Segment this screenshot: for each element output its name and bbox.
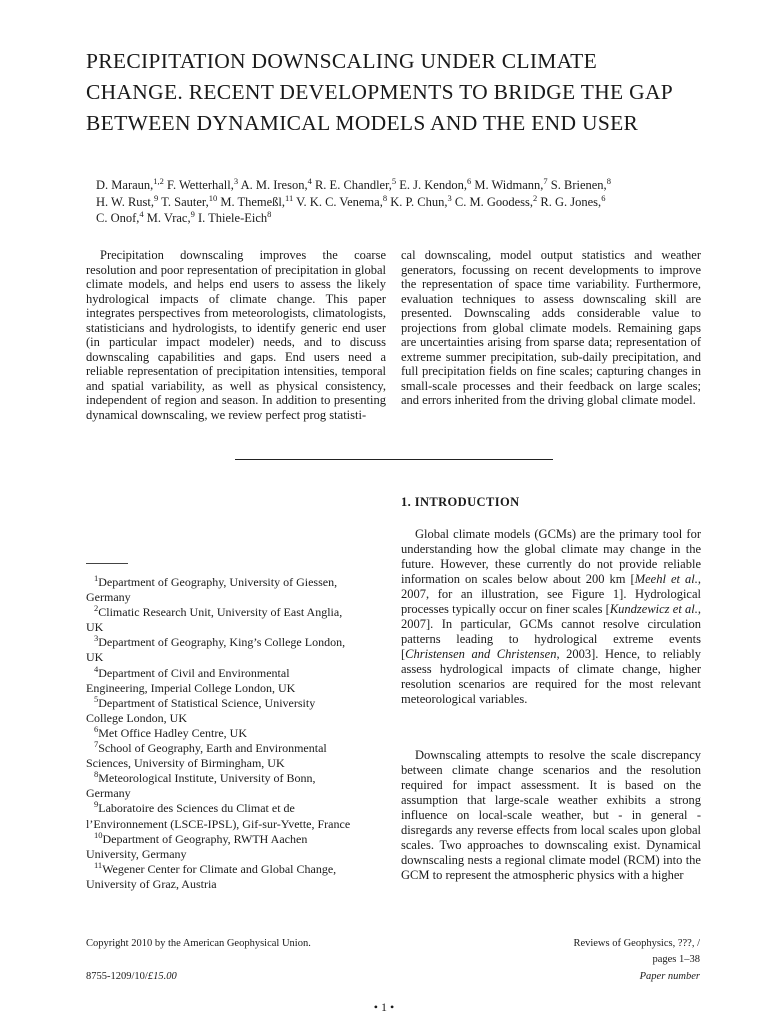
footnote: $^5$Department of Statistical Science, University College London, UK [86,693,316,725]
footnote: $^7$School of Geography, Earth and Environmental Sciences, University of Birmingham, UK [86,739,327,771]
intro-paragraph-1: Global climate models (GCMs) are the primary tool for understanding how the global climate may change in the future. However, these currently do not provide reliable information on scales below about 200 km [Meehl et al., 2007, for an illustration, see Figure 1]. Hydrological processes typically occur on finer scales [Kundzewicz et al., 2007]. In particular, GCMs cannot resolve circulation patterns leading to hydrological extreme events [Christensen and Christensen, 2003]. Hence, to reliably assess hydrological impacts of climate change, higher resolution scenarios are required for the most relevant meteorological variables. [401,527,702,706]
footnote: $^4$Department of Civil and Environmental Engineering, Imperial College London, UK [86,663,296,695]
page-number: • 1 • [373,1000,395,1014]
citation: Christensen and Christensen [405,647,557,661]
abstract-right-column: cal downscaling, model output statistics and weather generators, focussing on recent developments to improve the representation of space time variability. Furthermore, evaluation techniques to assess downscaling skill are presented. Downscaling adds considerable value to projections from global climate models. Remaining gaps are uncertainties arising from sparse data; representation of extreme summer precipitation, sub-daily precipitation, and full precipitation fields on fine scales; capturing changes in small-scale processes and their feedback on large scales; and errors inherited from the driving global climate model. [401,248,701,407]
author: M. Widmann,$^7$ [474,175,548,192]
author: R. E. Chandler,$^5$ [314,175,397,192]
footnote: $^2$Climatic Research Unit, University of East Anglia, UK [86,603,343,635]
abstract-divider [235,459,553,460]
author: H. W. Rust,$^9$ [96,192,159,209]
copyright-notice: Copyright 2010 by the American Geophysical Union. [86,938,311,949]
author: V. K. C. Venema,$^8$ [296,192,388,209]
author: M. Themeßl,$^{11}$ [220,192,294,209]
author: M. Vrac,$^9$ [146,208,195,225]
footnote: $^9$Laboratoire des Sciences du Climat et de l’Environnement (LSCE-IPSL), Gif-sur-Yvette, France [86,799,351,831]
affiliation-footnotes [86,575,354,892]
author: R. G. Jones,$^6$ [540,192,606,209]
issn-code: 8755-1209/10/£15.00 [86,971,177,982]
footnote: $^8$Meteorological Institute, University of Bonn, Germany [86,769,316,801]
author-list [96,177,696,227]
paper-number: Paper number [639,971,700,982]
author: E. J. Kendon,$^6$ [399,175,472,192]
citation: Kundzewicz et al. [609,602,698,616]
author: A. M. Ireson,$^4$ [240,175,312,192]
footnote: $^3$Department of Geography, King’s College London, UK [86,633,346,665]
journal-name: Reviews of Geophysics, ???, / [573,938,700,949]
footnote: $^6$Met Office Hadley Centre, UK [94,723,247,740]
paper-title: PRECIPITATION DOWNSCALING UNDER CLIMATE CHANGE. RECENT DEVELOPMENTS TO BRIDGE THE GAP BETWEEN DYNAMICAL MODELS AND THE END USER [86,49,673,135]
author: I. Thiele-Eich$^8$ [197,208,272,225]
footnote: $^{11}$Wegener Center for Climate and Global Change, University of Graz, Austria [86,859,337,891]
author: C. Onof,$^4$ [96,208,144,225]
intro-paragraph-2: Downscaling attempts to resolve the scale discrepancy between climate change scenarios and the resolution required for impact assessment. It is based on the assumption that large-scale weather exhibits a strong influence on local-scale weather, but - in general - disregards any reverse effects from local scales upon global scales. Two approaches to downscaling exist. Dynamical downscaling nests a regional climate model (RCM) into the GCM to represent the atmospheric physics with a higher [401,748,701,882]
page-range: pages 1–38 [652,954,700,965]
abstract-left-column: Precipitation downscaling improves the coarse resolution and poor representation of precipitation in global climate models, and helps end users to assess the likely hydrological impacts of climate change. This paper integrates perspectives from meteorologists, climatologists, statisticians and hydrologists, to identify generic end user (in particular impact modeler) needs, and to discuss downscaling capabilities and gaps. End users need a reliable representation of precipitation intensities, temporal and spatial variability, as well as physical consistency, independent of region and season. In addition to presenting dynamical downscaling, we review perfect prog statisti- [86,248,386,422]
author: K. P. Chun,$^3$ [390,192,452,209]
author: T. Sauter,$^{10}$ [161,192,218,209]
author: D. Maraun,$^{1,2}$ [96,175,164,192]
footnote-divider [86,563,128,564]
section-heading-introduction: 1. INTRODUCTION [401,495,520,509]
author: C. M. Goodess,$^2$ [454,192,538,209]
citation: Meehl et al. [634,572,698,586]
footnote: $^{10}$Department of Geography, RWTH Aachen University, Germany [86,829,308,861]
author: F. Wetterhall,$^3$ [167,175,239,192]
footnote: $^1$Department of Geography, University of Giessen, Germany [86,573,338,605]
author: S. Brienen,$^8$ [550,175,611,192]
